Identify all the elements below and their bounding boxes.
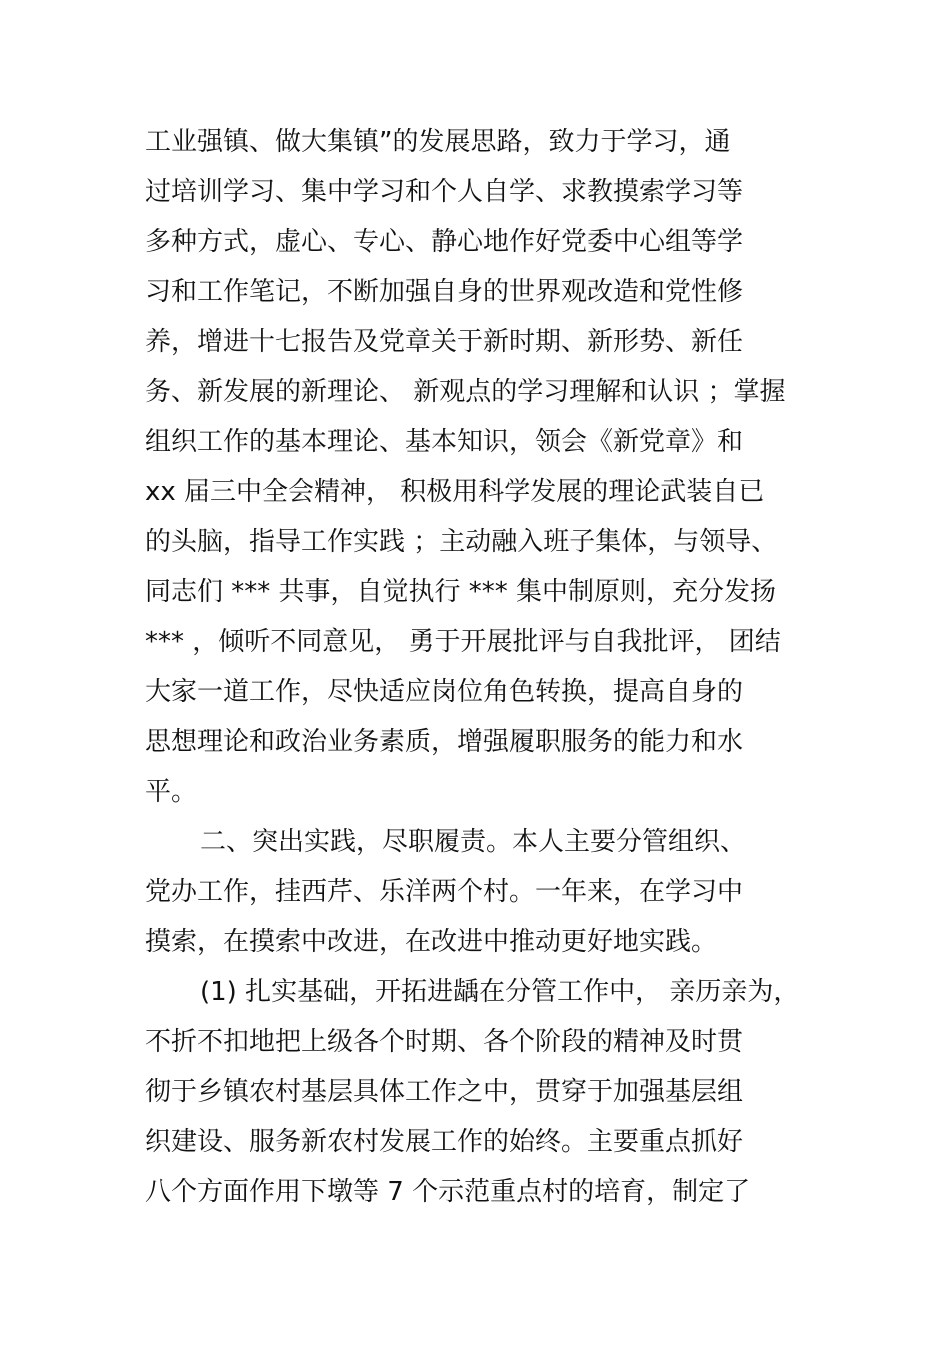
text-line: 务、新发展的新理论、 新观点的学习理解和认识 ；掌握 <box>145 377 786 407</box>
text-line: 工业强镇、做大集镇”的发展思路，致力于学习，通 <box>145 127 731 157</box>
section-heading-line: 二、突出实践，尽职履责。本人主要分管组织、 <box>200 827 747 857</box>
text-line: 织建设、服务新农村发展工作的始终。主要重点抓好 <box>145 1127 744 1157</box>
text-line: 思想理论和政治业务素质，增强履职服务的能力和水 <box>145 727 744 757</box>
text-line: 摸索，在摸索中改进，在改进中推动更好地实践。 <box>145 927 718 957</box>
text-line: 组织工作的基本理论、基本知识，领会《新党章》和 <box>145 427 744 457</box>
text-line: 不折不扣地把上级各个时期、各个阶段的精神及时贯 <box>145 1027 744 1057</box>
text-line: *** ，倾听不同意见， 勇于开展批评与自我批评， 团结 <box>145 627 781 657</box>
text-line: 的头脑，指导工作实践 ；主动融入班子集体，与领导、 <box>145 527 778 557</box>
text-line: xx 届三中全会精神， 积极用科学发展的理论武装自已 <box>145 477 765 507</box>
text-line: 平。 <box>145 777 198 807</box>
text-line: 习和工作笔记，不断加强自身的世界观改造和党性修 <box>145 277 744 307</box>
text-line: 党办工作，挂西芹、乐洋两个村。一年来，在学习中 <box>145 877 744 907</box>
text-line: 多种方式，虚心、专心、静心地作好党委中心组等学 <box>145 227 744 257</box>
text-line: 过培训学习、集中学习和个人自学、求教摸索学习等 <box>145 177 744 207</box>
text-line: 同志们 *** 共事，自觉执行 *** 集中制原则，充分发扬 <box>145 577 777 607</box>
subsection-line: (1) 扎实基础，开拓进龋在分管工作中， 亲历亲为， <box>200 977 800 1007</box>
text-line: 养，增进十七报告及党章关于新时期、新形势、新任 <box>145 327 744 357</box>
text-line: 大家一道工作，尽快适应岗位角色转换，提高自身的 <box>145 677 744 707</box>
text-line: 八个方面作用下墩等 7 个示范重点村的培育，制定了 <box>145 1177 751 1207</box>
text-line: 彻于乡镇农村基层具体工作之中，贯穿于加强基层组 <box>145 1077 744 1107</box>
